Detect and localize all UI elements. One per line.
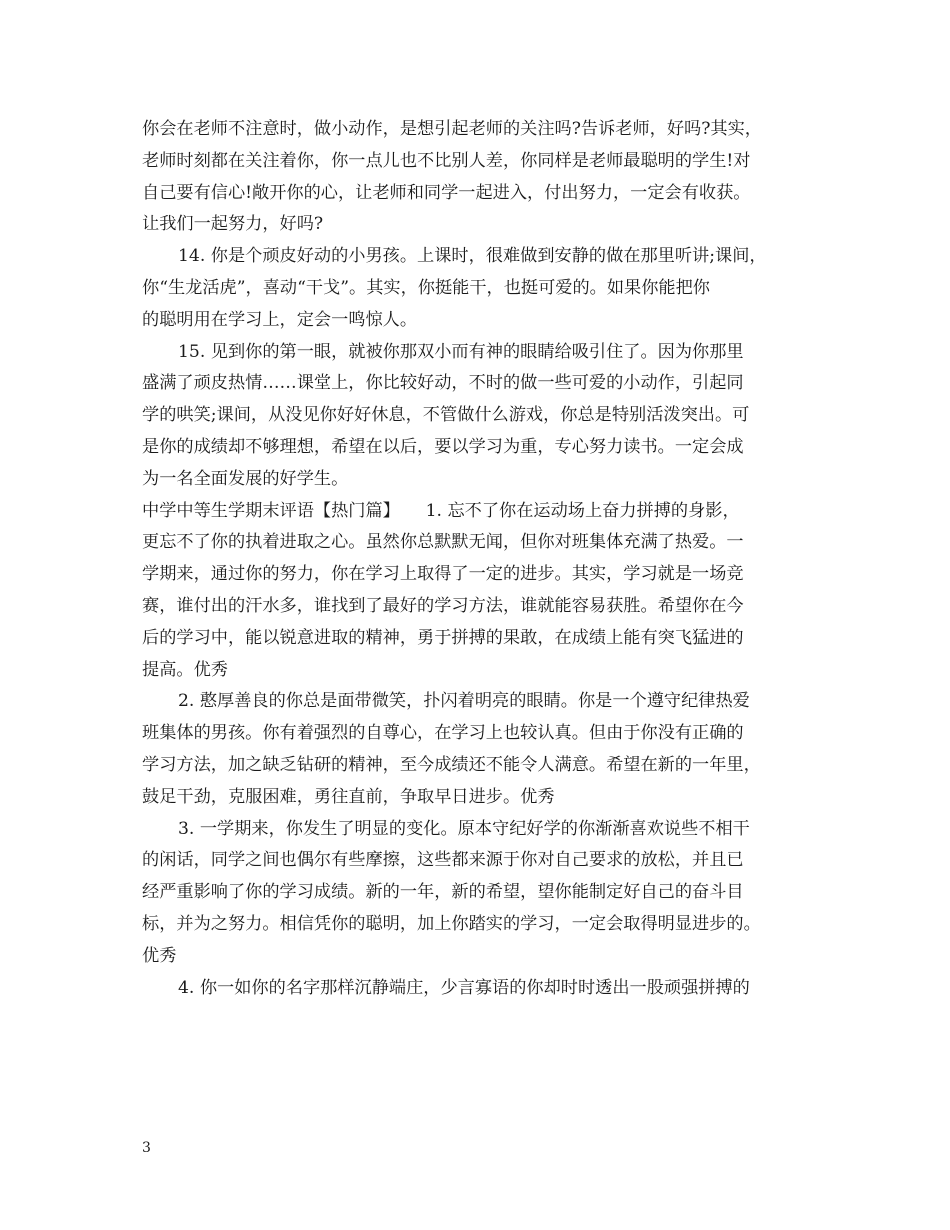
text-line: 赛，谁付出的汗水多，谁找到了最好的学习方法，谁就能容易获胜。希望你在今 bbox=[142, 595, 744, 616]
text-line: 3. 一学期来，你发生了明显的变化。原本守纪好学的你渐渐喜欢说些不相干 bbox=[178, 818, 750, 839]
text-line: 2. 憨厚善良的你总是面带微笑，扑闪着明亮的眼睛。你是一个遵守纪律热爱 bbox=[178, 691, 750, 712]
text-line: 盛满了顽皮热情……课堂上，你比较好动，不时的做一些可爱的小动作，引起同 bbox=[142, 373, 744, 394]
text-line: 自己要有信心!敞开你的心，让老师和同学一起进入，付出努力，一定会有收获。 bbox=[142, 182, 751, 203]
text-line: 是你的成绩却不够理想，希望在以后，要以学习为重，专心努力读书。一定会成 bbox=[142, 436, 744, 457]
text-line: 的闲话，同学之间也偶尔有些摩擦，这些都来源于你对自己要求的放松，并且已 bbox=[142, 850, 744, 871]
text-line: 你会在老师不注意时，做小动作，是想引起老师的关注吗?告诉老师，好吗?其实， bbox=[142, 119, 762, 139]
document-body bbox=[142, 114, 822, 1004]
text-line: 中学中等生学期末评语【热门篇】 1. 忘不了你在运动场上奋力拼搏的身影， bbox=[142, 500, 740, 521]
text-line: 优秀 bbox=[142, 945, 177, 966]
text-line: 让我们一起努力，好吗? bbox=[142, 214, 324, 235]
text-line: 提高。优秀 bbox=[142, 659, 228, 680]
text-line: 14. 你是个顽皮好动的小男孩。上课时，很难做到安静的做在那里听讲;课间， bbox=[178, 246, 767, 267]
text-line: 更忘不了你的执着进取之心。虽然你总默默无闻，但你对班集体充满了热爱。一 bbox=[142, 532, 744, 553]
text-line: 鼓足干劲，克服困难，勇往直前，争取早日进步。优秀 bbox=[142, 786, 555, 807]
text-line: 学习方法，加之缺乏钻研的精神，至今成绩还不能令人满意。希望在新的一年里， bbox=[142, 754, 761, 775]
text-line: 4. 你一如你的名字那样沉静端庄，少言寡语的你却时时透出一股顽强拼搏的 bbox=[178, 977, 750, 998]
text-line: 学期来，通过你的努力，你在学习上取得了一定的进步。其实，学习就是一场竞 bbox=[142, 564, 744, 585]
text-line: 15. 见到你的第一眼，就被你那双小而有神的眼睛给吸引住了。因为你那里 bbox=[178, 341, 744, 362]
text-line: 你“生龙活虎”，喜动“干戈”。其实，你挺能干，也挺可爱的。如果你能把你 bbox=[142, 277, 710, 298]
text-line: 的聪明用在学习上，定会一鸣惊人。 bbox=[142, 309, 418, 330]
page-number: 3 bbox=[142, 1140, 151, 1156]
text-line: 标，并为之努力。相信凭你的聪明，加上你踏实的学习，一定会取得明显进步的。 bbox=[142, 913, 761, 934]
text-line: 后的学习中，能以锐意进取的精神，勇于拼搏的果敢，在成绩上能有突飞猛进的 bbox=[142, 627, 744, 648]
text-line: 老师时刻都在关注着你，你一点儿也不比别人差，你同样是老师最聪明的学生!对 bbox=[142, 150, 751, 171]
text-line: 班集体的男孩。你有着强烈的自尊心，在学习上也较认真。但由于你没有正确的 bbox=[142, 723, 744, 744]
text-line: 经严重影响了你的学习成绩。新的一年，新的希望，望你能制定好自己的奋斗目 bbox=[142, 882, 744, 903]
text-line: 为一名全面发展的好学生。 bbox=[142, 468, 349, 489]
text-line: 学的哄笑;课间，从没见你好好休息，不管做什么游戏，你总是特别活泼突出。可 bbox=[142, 405, 750, 426]
